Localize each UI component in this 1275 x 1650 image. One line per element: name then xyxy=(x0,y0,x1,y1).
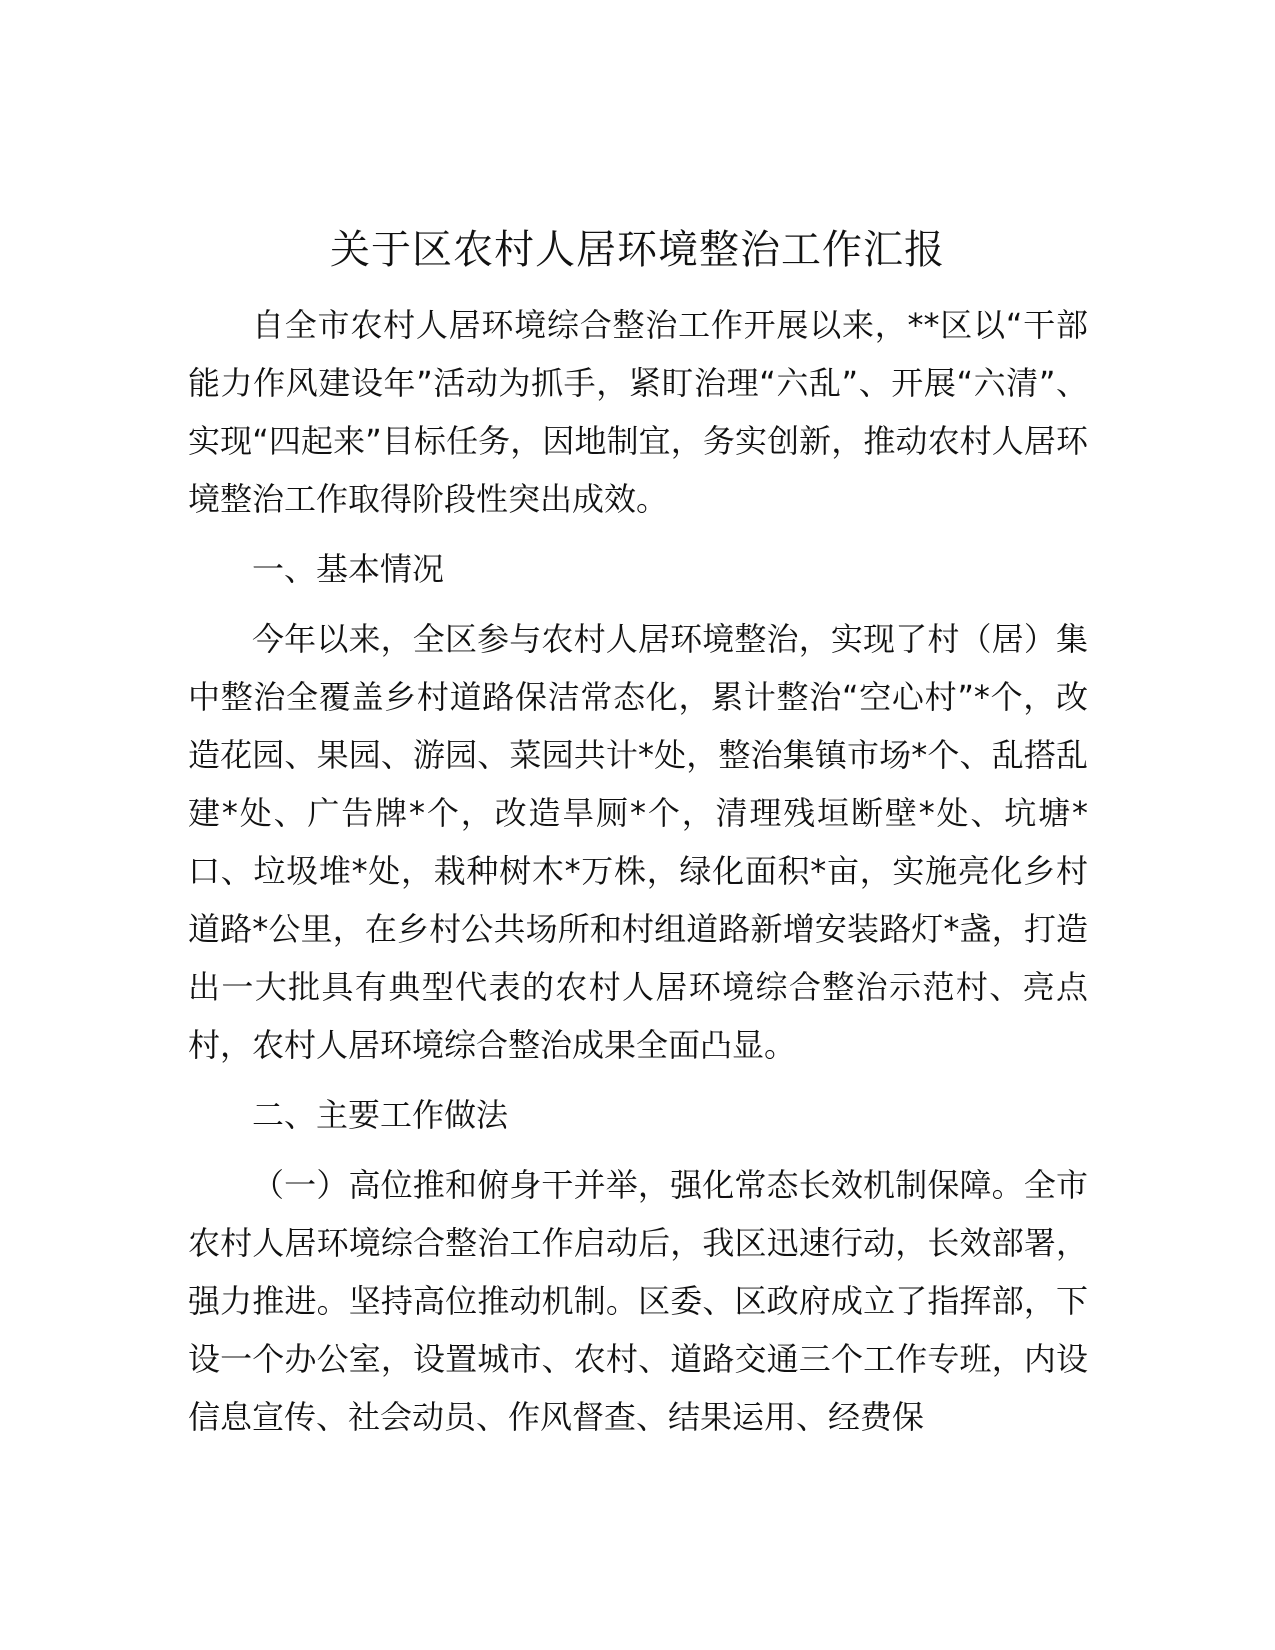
intro-paragraph: 自全市农村人居环境综合整治工作开展以来，**区以“干部能力作风建设年”活动为抓手，紧盯治理“六乱”、开展“六清”、实现“四起来”目标任务，因地制宜，务实创新，推动农村人居环境整治工作取得阶段性突出成效。 xyxy=(188,306,1088,518)
section-heading-basic-situation: 一、基本情况 xyxy=(252,550,445,588)
document-title: 关于区农村人居环境整治工作汇报 xyxy=(330,227,945,273)
document-body xyxy=(188,296,1088,1446)
basic-situation-paragraph: 今年以来，全区参与农村人居环境整治，实现了村（居）集中整治全覆盖乡村道路保洁常态化，累计整治“空心村”*个，改造花园、果园、游园、菜园共计*处，整治集镇市场*个、乱搭乱建*处、广告牌*个，改造旱厕*个，清理残垣断壁*处、坑塘*口、垃圾堆*处，栽种树木*万株，绿化面积*亩，实施亮化乡村道路*公里，在乡村公共场所和村组道路新增安装路灯*盏，打造出一大批具有典型代表的农村人居环境综合整治示范村、亮点村，农村人居环境综合整治成果全面凸显。 xyxy=(188,620,1088,1064)
main-practices-paragraph: （一）高位推和俯身干并举，强化常态长效机制保障。全市农村人居环境综合整治工作启动后，我区迅速行动，长效部署，强力推进。坚持高位推动机制。区委、区政府成立了指挥部，下设一个办公室，设置城市、农村、道路交通三个工作专班，内设信息宣传、社会动员、作风督查、结果运用、经费保 xyxy=(188,1166,1088,1436)
section-heading-main-practices: 二、主要工作做法 xyxy=(252,1096,509,1134)
